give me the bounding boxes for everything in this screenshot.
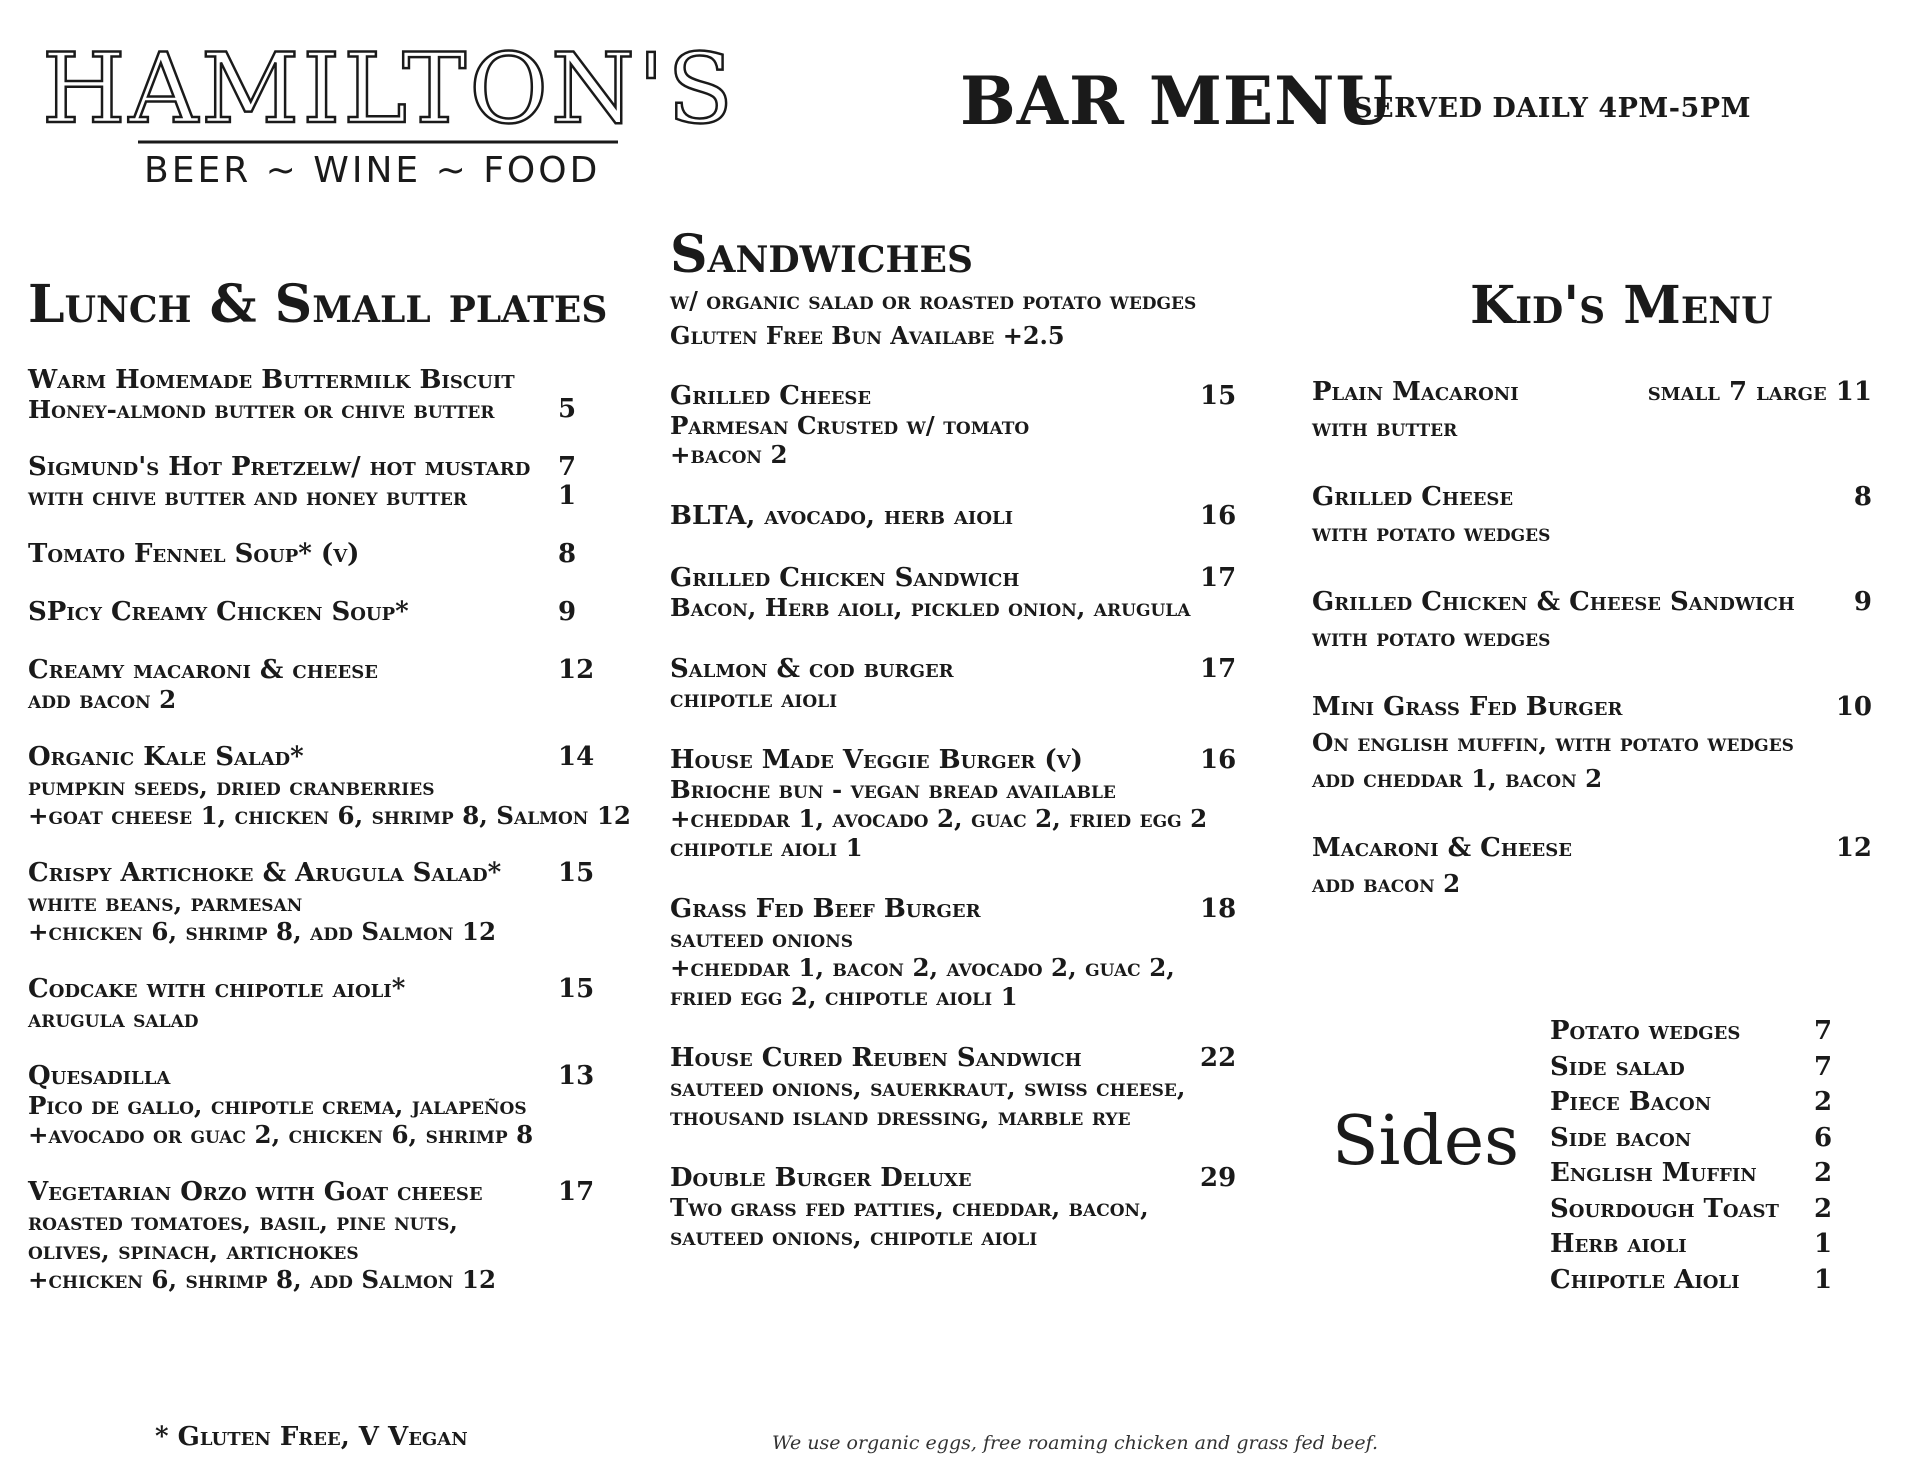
side-item-name: Side bacon bbox=[1550, 1122, 1692, 1153]
side-item-name: Side salad bbox=[1550, 1051, 1685, 1082]
menu-item bbox=[28, 743, 643, 830]
side-item-name: Piece Bacon bbox=[1550, 1087, 1712, 1117]
side-item-price: 6 bbox=[1814, 1122, 1833, 1153]
menu-item bbox=[1312, 584, 1872, 656]
side-item-price: 2 bbox=[1814, 1193, 1833, 1224]
menu-item-description: arugula salad bbox=[28, 1004, 199, 1033]
side-item bbox=[1550, 1265, 1840, 1301]
logo-name: HAMILTON'S bbox=[42, 33, 737, 145]
kids-section-title: Kid's Menu bbox=[1470, 275, 1773, 336]
menu-item-price: 9 bbox=[1853, 587, 1872, 617]
menu-item-name: Codcake with chipotle aioli* bbox=[28, 974, 406, 1004]
sandwiches-section-title: Sandwiches bbox=[670, 224, 973, 285]
menu-item-price: 17 bbox=[1200, 654, 1237, 684]
menu-item bbox=[28, 1178, 643, 1294]
menu-item bbox=[28, 975, 643, 1033]
menu-item-name: SPicy Creamy Chicken Soup* bbox=[28, 597, 409, 627]
menu-item-price: 7 bbox=[558, 452, 577, 482]
side-item-name: Potato wedges bbox=[1550, 1016, 1741, 1046]
menu-item bbox=[28, 656, 643, 714]
side-item bbox=[1550, 1087, 1840, 1123]
menu-item-name: House Made Veggie Burger (v) bbox=[670, 745, 1083, 775]
side-item-name: Sourdough Toast bbox=[1550, 1193, 1779, 1224]
side-item-name: Herb aioli bbox=[1550, 1229, 1687, 1259]
menu-item-description: thousand island dressing, marble rye bbox=[670, 1102, 1131, 1131]
menu-item-description: add bacon 2 bbox=[1312, 869, 1461, 898]
menu-item-price: 12 bbox=[558, 655, 595, 685]
menu-item-description: pumpkin seeds, dried cranberries bbox=[28, 772, 435, 801]
side-item bbox=[1550, 1194, 1840, 1230]
menu-item-description: chipotle aioli 1 bbox=[670, 833, 863, 862]
menu-item-description: olives, spinach, artichokes bbox=[28, 1236, 359, 1265]
menu-item bbox=[28, 366, 643, 424]
menu-item bbox=[28, 1062, 643, 1149]
menu-item-price: 29 bbox=[1200, 1163, 1237, 1193]
menu-item-description: fried egg 2, chipotle aioli 1 bbox=[670, 982, 1018, 1011]
sandwiches-gluten-free-note: Gluten Free Bun Availabe +2.5 bbox=[670, 321, 1065, 350]
menu-item-description: Honey-almond butter or chive butter bbox=[28, 395, 495, 424]
menu-item bbox=[670, 382, 1290, 469]
sandwiches-menu-list bbox=[670, 382, 1290, 1284]
sides-title: Sides bbox=[1332, 1102, 1519, 1181]
side-item-price: 2 bbox=[1814, 1087, 1833, 1117]
sourcing-tagline: We use organic eggs, free roaming chicken and grass fed beef. bbox=[772, 1432, 1378, 1454]
menu-item-description: sauteed onions, sauerkraut, swiss cheese, bbox=[670, 1073, 1186, 1102]
menu-item bbox=[28, 453, 643, 511]
menu-item-price: 14 bbox=[558, 742, 595, 772]
side-item-price: 2 bbox=[1814, 1158, 1833, 1188]
menu-item-name: Grilled Chicken & Cheese Sandwich bbox=[1312, 587, 1795, 617]
menu-item-description: Two grass fed patties, cheddar, bacon, bbox=[670, 1193, 1149, 1222]
side-item-name: English Muffin bbox=[1550, 1158, 1757, 1188]
menu-item-name: Double Burger Deluxe bbox=[670, 1163, 972, 1193]
menu-item-name: Macaroni & Cheese bbox=[1312, 833, 1572, 863]
menu-item-name: House Cured Reuben Sandwich bbox=[670, 1043, 1082, 1073]
side-item-price: 7 bbox=[1814, 1016, 1833, 1046]
menu-item-description: +chicken 6, shrimp 8, add Salmon 12 bbox=[28, 917, 496, 946]
menu-item bbox=[670, 746, 1290, 862]
side-item-price: 1 bbox=[1814, 1229, 1833, 1259]
menu-item-description: +avocado or guac 2, chicken 6, shrimp 8 bbox=[28, 1120, 534, 1149]
menu-item-name: Tomato Fennel Soup* (v) bbox=[28, 539, 360, 569]
menu-item bbox=[670, 895, 1290, 1011]
menu-item-description: chipotle aioli bbox=[670, 684, 838, 713]
menu-item-description: +cheddar 1, bacon 2, avocado 2, guac 2, bbox=[670, 953, 1175, 982]
menu-item bbox=[670, 1164, 1290, 1251]
menu-item-price: 5 bbox=[558, 394, 577, 424]
menu-item-description: +chicken 6, shrimp 8, add Salmon 12 bbox=[28, 1265, 496, 1294]
menu-item-description: Brioche bun - vegan bread available bbox=[670, 775, 1116, 804]
side-item bbox=[1550, 1016, 1840, 1052]
side-item bbox=[1550, 1123, 1840, 1159]
menu-item-price: 13 bbox=[558, 1061, 595, 1091]
menu-item bbox=[670, 564, 1290, 622]
menu-item-description: with butter bbox=[1312, 413, 1458, 442]
served-hours: SERVED DAILY 4PM-5PM bbox=[1353, 93, 1751, 124]
menu-item-price: 17 bbox=[1200, 563, 1237, 593]
menu-item-price: 18 bbox=[1200, 894, 1237, 924]
menu-item-description: sauteed onions, chipotle aioli bbox=[670, 1222, 1038, 1251]
menu-item-name: Grass Fed Beef Burger bbox=[670, 894, 981, 924]
menu-item-price: 16 bbox=[1200, 501, 1237, 531]
menu-item bbox=[1312, 374, 1872, 446]
menu-item-name: Warm Homemade Buttermilk Biscuit bbox=[28, 365, 515, 395]
menu-item bbox=[1312, 479, 1872, 551]
menu-item-description: roasted tomatoes, basil, pine nuts, bbox=[28, 1207, 458, 1236]
side-item-price: 7 bbox=[1814, 1051, 1833, 1082]
menu-item-description: +cheddar 1, avocado 2, guac 2, fried egg 2 bbox=[670, 804, 1208, 833]
menu-item-name: Vegetarian Orzo with Goat cheese bbox=[28, 1177, 483, 1207]
logo-tagline: BEER ~ WINE ~ FOOD bbox=[144, 150, 601, 191]
menu-item bbox=[670, 1044, 1290, 1131]
menu-item-name: Sigmund's Hot Pretzelw/ hot mustard bbox=[28, 452, 531, 482]
menu-item-description: Bacon, Herb aioli, pickled onion, arugula bbox=[670, 593, 1191, 622]
menu-item-description: add bacon 2 bbox=[28, 685, 177, 714]
menu-item-name: Grilled Cheese bbox=[670, 381, 872, 411]
menu-item-price: small 7 large 11 bbox=[1647, 377, 1872, 407]
menu-item-description: Parmesan Crusted w/ tomato bbox=[670, 411, 1030, 440]
lunch-menu-list bbox=[28, 366, 643, 1323]
menu-item-price: 17 bbox=[558, 1177, 595, 1207]
menu-item bbox=[670, 502, 1290, 531]
menu-item-price: 16 bbox=[1200, 745, 1237, 775]
menu-item-description: with potato wedges bbox=[1312, 623, 1551, 652]
restaurant-logo bbox=[40, 30, 737, 191]
menu-item bbox=[28, 540, 643, 569]
menu-item-name: Creamy macaroni & cheese bbox=[28, 655, 378, 685]
menu-item-name: BLTA, avocado, herb aioli bbox=[670, 501, 1014, 531]
menu-item bbox=[670, 655, 1290, 713]
menu-item-price: 9 bbox=[558, 597, 577, 627]
menu-item-price: 15 bbox=[558, 974, 595, 1004]
lunch-section-title: Lunch & Small plates bbox=[28, 274, 608, 335]
side-item-name: Chipotle Aioli bbox=[1550, 1264, 1740, 1295]
side-item bbox=[1550, 1229, 1840, 1265]
side-item bbox=[1550, 1158, 1840, 1194]
menu-item-description: On english muffin, with potato wedges bbox=[1312, 728, 1794, 757]
menu-item-price: 12 bbox=[1835, 833, 1872, 863]
menu-item bbox=[1312, 830, 1872, 902]
menu-item-name: Crispy Artichoke & Arugula Salad* bbox=[28, 858, 502, 888]
side-item-price: 1 bbox=[1814, 1264, 1833, 1295]
menu-item-price: 22 bbox=[1200, 1043, 1237, 1073]
menu-item-description: with potato wedges bbox=[1312, 518, 1551, 547]
menu-item-name: Organic Kale Salad* bbox=[28, 742, 304, 772]
menu-item-name: Grilled Cheese bbox=[1312, 482, 1514, 512]
menu-item bbox=[28, 859, 643, 946]
side-item bbox=[1550, 1052, 1840, 1088]
menu-item-name: Plain Macaroni bbox=[1312, 377, 1519, 407]
menu-item-price-secondary: 1 bbox=[558, 481, 577, 511]
menu-item-description: add cheddar 1, bacon 2 bbox=[1312, 764, 1603, 793]
menu-item-name: Quesadilla bbox=[28, 1061, 171, 1091]
menu-item-name: Mini Grass Fed Burger bbox=[1312, 692, 1623, 722]
menu-item-description: white beans, parmesan bbox=[28, 888, 303, 917]
menu-item-description: Pico de gallo, chipotle crema, jalapeños bbox=[28, 1091, 527, 1120]
kids-menu-list bbox=[1312, 374, 1872, 935]
menu-item-price: 10 bbox=[1835, 692, 1872, 722]
dietary-footnote: * Gluten Free, V Vegan bbox=[155, 1422, 468, 1452]
menu-title: BAR MENU bbox=[960, 62, 1395, 140]
menu-item-name: Grilled Chicken Sandwich bbox=[670, 563, 1020, 593]
menu-item-description: +bacon 2 bbox=[670, 440, 788, 469]
menu-item bbox=[1312, 689, 1872, 797]
menu-item-description: with chive butter and honey butter bbox=[28, 482, 468, 511]
menu-item bbox=[28, 598, 643, 627]
sides-list bbox=[1550, 1016, 1840, 1300]
menu-item-price: 15 bbox=[558, 858, 595, 888]
menu-item-price: 8 bbox=[1853, 482, 1872, 512]
menu-item-description: sauteed onions bbox=[670, 924, 854, 953]
menu-item-description: +goat cheese 1, chicken 6, shrimp 8, Salmon 12 bbox=[28, 801, 631, 830]
menu-item-price: 8 bbox=[558, 539, 577, 569]
menu-item-price: 15 bbox=[1200, 381, 1237, 411]
sandwiches-subtitle: w/ organic salad or roasted potato wedges bbox=[670, 286, 1197, 315]
menu-item-name: Salmon & cod burger bbox=[670, 654, 954, 684]
